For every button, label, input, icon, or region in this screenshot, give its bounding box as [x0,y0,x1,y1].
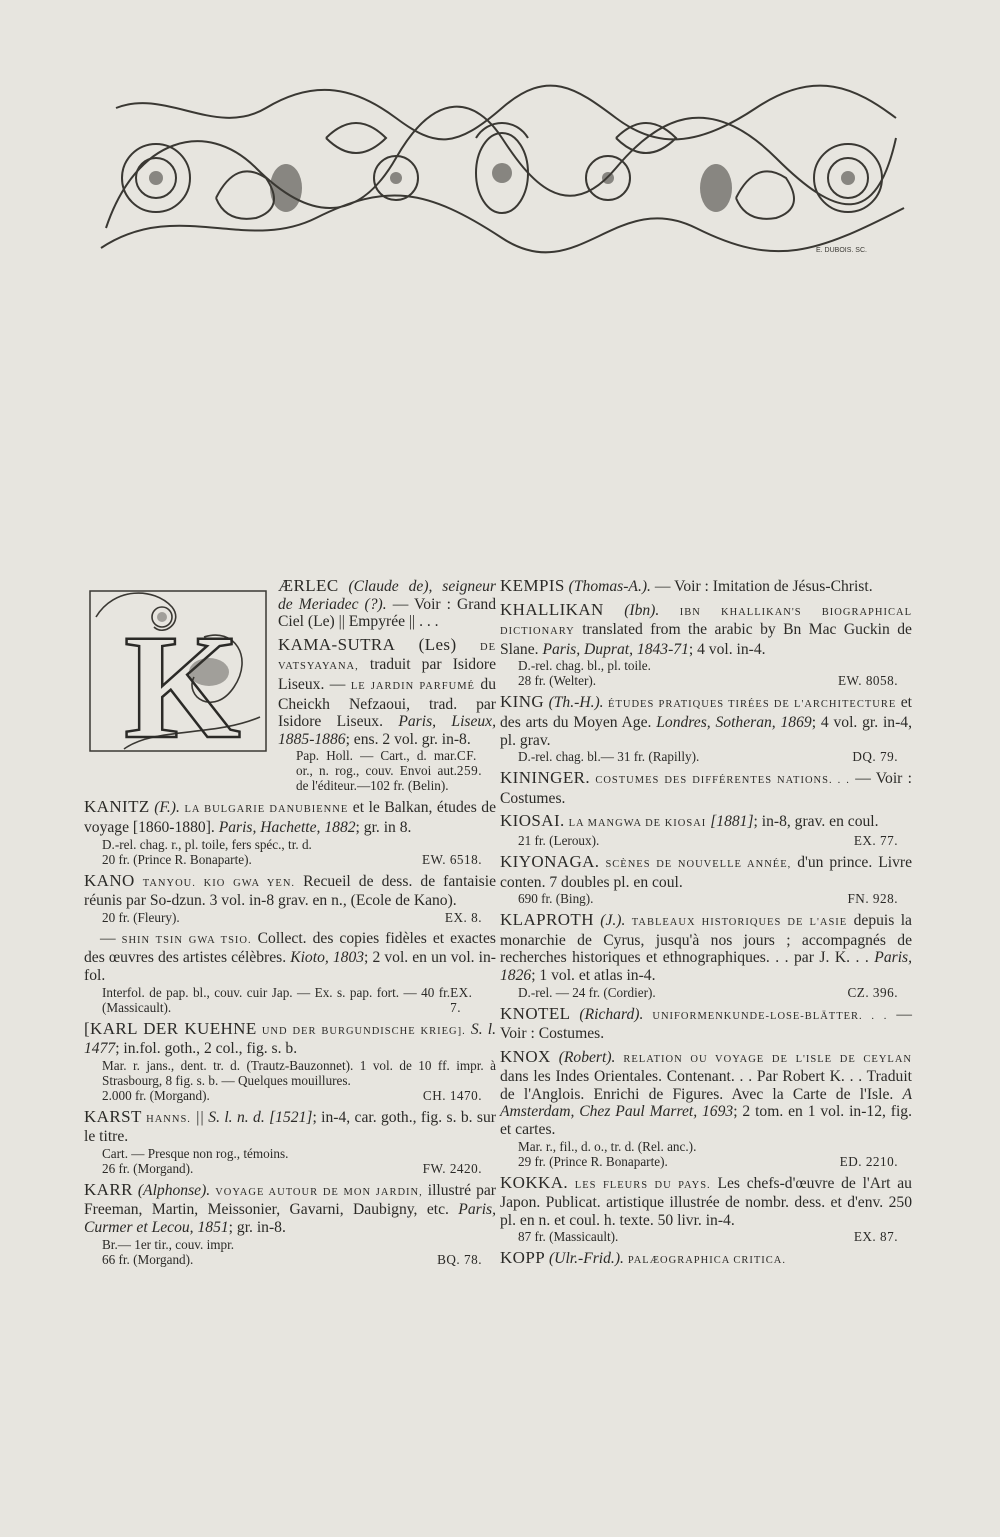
entry-note: Cart. — Presque non rog., témoins. [102,1145,289,1161]
price-line [278,748,496,793]
entry-text: ; gr. in 8. [355,818,412,836]
entry-author: (Robert). [558,1048,616,1066]
lot-code: ED. 2210. [839,1153,898,1169]
entry-imprint: S. l. 1477 [84,1020,496,1058]
entry-heading: KARST [84,1106,142,1126]
entry-price: D.-rel. — 24 fr. (Cordier). [518,984,656,1000]
entry-heading: KAMA-SUTRA (Les) [278,634,457,654]
entry-author: (Alphonse). [137,1181,211,1199]
price-line [500,749,912,764]
entry-shin-tsin [84,930,496,1015]
entry-king [500,693,912,764]
decorated-initial [84,577,272,759]
entry-title: LA BULGARIE DANUBIENNE [184,804,349,816]
entry-imprint: Kioto, 1803 [290,949,365,967]
price-line [84,852,496,867]
price-line [500,1154,912,1169]
entry-text: translated from the arabic by Bn Mac Guckin de Slane. [500,621,912,658]
price-line [84,1161,496,1176]
entry-text: ; gr. in-8. [228,1219,286,1237]
ornamental-headpiece [96,78,908,258]
entry-author: (Richard). [579,1005,644,1023]
lot-code: CZ. 396. [847,984,898,1000]
entry-heading: ÆRLEC [278,576,339,595]
entry-title: DE VATSYAYANA, [278,641,496,673]
entry-text: Les chefs-d'œuvre de l'Art au Japon. Publicat. artistique illustrée de nombr. dess. et d'env. 250 pl. en n. et coul. h. texte. 50 livr. in-4. [500,1174,912,1229]
entry-imprint: Paris, Duprat, 1843-71 [542,640,689,658]
entry-price: D.-rel. chag. bl.— 31 fr. (Rapilly). [518,749,700,765]
price-line [84,910,496,925]
entry-text: ; in.fol. goth., 2 col., fig. s. b. [115,1040,298,1058]
entry-kokka [500,1174,912,1245]
lot-code: FN. 928. [847,891,898,907]
entry-knotel [500,1005,912,1043]
entry-author: (F.). [154,799,180,817]
entry-price: 28 fr. (Welter). [518,673,597,689]
lot-code: CH. 1470. [422,1087,482,1103]
entry-heading: KIYONAGA. [500,851,600,871]
entry-imprint: Londres, Sotheran, 1869 [656,713,812,731]
lot-code: DQ. 79. [852,749,898,765]
lot-code: EX. 8. [444,909,482,925]
entry-heading: KININGER. [500,768,591,788]
entry-price: 29 fr. (Prince R. Bonaparte). [518,1153,668,1169]
entry-note: D.-rel. chag. bl., pl. toile. [518,658,651,674]
entry-kempis [500,577,912,596]
entry-kanitz [84,798,496,866]
entry-text: ; 4 vol. in-4. [688,640,766,658]
price-line [500,1229,912,1244]
entry-text: traduit par Isidore Liseux. — [278,656,497,693]
entry-author: (Th.-H.). [548,694,604,712]
entry-text: — Voir : Imitation de Jésus-Christ. [654,578,873,595]
entry-author: (J.). [600,912,626,930]
lot-code: BQ. 78. [437,1251,482,1267]
entry-note: Mar. r. jans., dent. tr. d. (Trautz-Bauzonnet). 1 vol. de 10 ff. impr. à Strasbourg, 8 fig. s. b. — Quelques mouillures. [102,1057,496,1088]
entry-karr [84,1181,496,1267]
entry-heading: KNOX [500,1046,551,1066]
entry-imprint: Paris, 1826 [500,949,912,984]
headpiece-engraving [96,78,908,258]
entry-note: Pap. Holl. — Cart., d. mar. or., n. rog., couv. Envoi aut. de l'éditeur.—102 fr. (Belin). [296,748,457,794]
entry-kiyonaga [500,853,912,906]
entry-price: 690 fr. (Bing). [518,891,594,907]
entry-text: ; 1 vol. et atlas in-4. [531,966,656,984]
entry-title: IBN KHALLIKAN'S BIOGRAPHICAL DICTIONARY [500,606,912,638]
entry-title: LA MANGWA DE KIOSAI [568,818,707,830]
entry-heading: KOPP [500,1248,546,1268]
lot-code: FW. 2420. [422,1160,482,1176]
entry-text: — Voir : Costumes. [500,770,912,807]
entry-title: SHIN TSIN GWA TSIO. [121,934,252,946]
entry-text: et le Balkan, études de voyage [1860-1880]. [84,799,497,836]
left-column [84,577,496,1272]
entry-title: LE JARDIN PARFUMÉ [350,680,475,692]
entry-kopp [500,1249,912,1270]
entry-price: 87 fr. (Massicault). [518,1229,619,1245]
lot-code: EW. 8058. [837,673,898,689]
entry-text: — Voir : Grand Ciel (Le) || Empyrée || . . . [278,595,496,631]
lot-code: EX. 77. [853,832,898,848]
price-line [500,833,912,848]
entry-title: LES FLEURS DU PAYS. [574,1179,711,1191]
price-line [84,1252,496,1267]
entry-price: 66 fr. (Morgand). [102,1251,194,1267]
entry-heading: KHALLIKAN [500,599,604,619]
entry-note: Mar. r., fil., d. o., tr. d. (Rel. anc.). [518,1138,697,1154]
entry-note: Br.— 1er tir., couv. impr. [102,1236,235,1252]
entry-text: ; in-8, grav. en coul. [753,813,879,831]
entry-price: 26 fr. (Morgand). [102,1160,194,1176]
entry-karl [84,1020,496,1103]
entry-title: RELATION OU VOYAGE DE L'ISLE DE CEYLAN [623,1053,912,1065]
entry-heading: KING [500,692,545,712]
right-column [500,577,912,1275]
price-line [500,673,912,688]
entry-text: ; 2 tom. en 1 vol. in-12, fig. et cartes. [500,1103,912,1139]
entry-imprint: Paris, Curmer et Lecou, 1851 [84,1201,496,1237]
entry-kano [84,872,496,925]
entry-price: 20 fr. (Prince R. Bonaparte). [102,851,252,867]
entry-title: VOYAGE AUTOUR DE MON JARDIN, [215,1186,423,1198]
entry-heading: KNOTEL [500,1003,571,1023]
entry-price: 2.000 fr. (Morgand). [102,1087,210,1103]
lot-code: EX. 87. [853,1229,898,1245]
entry-price: 21 fr. (Leroux). [518,832,600,848]
entry-heading: KIOSAI. [500,811,565,831]
entry-note: Interfol. de pap. bl., couv. cuir Jap. — Ex. s. pap. fort. — 40 fr. (Massicault). [102,984,451,1015]
initial-k-ornament [84,577,272,759]
entry-imprint: || S. l. n. d. [1521] [195,1108,313,1126]
entry-text: ; 4 vol. gr. in-4, pl. grav. [500,713,912,749]
entry-text: — Voir : Costumes. [500,1005,912,1043]
entry-text: ; in-4, car. goth., fig. s. b. sur le titre. [84,1108,496,1146]
entry-klaproth [500,911,912,999]
entry-title: ÉTUDES PRATIQUES TIRÉES DE L'ARCHITECTURE [608,699,897,711]
price-line [84,1088,496,1103]
entry-author: (Claude de), seigneur de Meriadec (?). [278,578,497,613]
entry-title: UND DER BURGUNDISCHE KRIEG]. [261,1025,466,1037]
entry-imprint: A Amsterdam, Chez Paul Marret, 1693 [500,1085,912,1121]
entry-heading: KOKKA. [500,1172,569,1192]
entry-heading: KLAPROTH [500,910,594,930]
entry-author: (Ulr.-Frid.). [548,1250,624,1268]
entry-heading: KARR [84,1179,133,1199]
entry-text: et des arts du Moyen Age. [500,694,912,731]
entry-text: ; ens. 2 vol. gr. in-8. [345,730,471,748]
entry-kiosai [500,812,912,848]
entry-text: Recueil de dess. de fantaisie réunis par So-dzun. 3 vol. in-8 grav. en n., (Ecole de Kano). [84,872,496,910]
entry-price: 20 fr. (Fleury). [102,909,180,925]
entry-kininger [500,769,912,807]
entry-text: Collect. des copies fidèles et exactes des œuvres des artistes célèbres. [84,929,496,967]
entry-khallikan [500,601,912,689]
entry-text: d'un prince. Livre conten. 7 doubles pl. en coul. [500,853,912,891]
price-line [500,891,912,906]
entry-imprint: Paris, Hachette, 1882 [218,818,356,836]
entry-text: du Cheickh Nefzaoui, trad. par Isidore Liseux. [278,675,497,731]
entry-karst [84,1108,496,1176]
entry-title: TABLEAUX HISTORIQUES DE L'ASIE [631,917,848,929]
entry-heading: KANO [84,870,135,890]
entry-imprint: Paris, Liseux, 1885-1886 [278,713,497,748]
engraver-signature: E. DUBOIS. SC. [816,247,867,254]
price-line [84,985,496,1015]
initial-letter: K [124,604,241,759]
entry-text: dans les Indes Orientales. Contenant. . . Par Robert K. . . Traduit de l'Anglois. Enrichi de Figures. Avec la Carte de l'Isle. [500,1068,912,1103]
entry-heading: KEMPIS [500,576,565,595]
entry-text: illustré par Freeman, Martin, Meissonier, Gavarni, Daubigny, etc. [84,1181,496,1219]
lot-code: EX. 7. [450,984,473,1015]
lot-code: EW. 6518. [421,851,482,867]
entry-title: HANNS. [146,1113,191,1125]
entry-heading: [KARL DER KUEHNE [84,1018,257,1038]
lot-code: CF. 259. [456,748,482,779]
entry-title: TANYOU. KIO GWA YEN. [142,877,296,889]
entry-heading: KANITZ [84,797,150,817]
entry-note: D.-rel. chag. r., pl. toile, fers spéc., tr. d. [102,836,312,852]
entry-title: COSTUMES DES DIFFÉRENTES NATIONS. . . [595,775,850,787]
entry-title: SCÈNES DE NOUVELLE ANNÉE, [605,858,792,870]
price-line [500,985,912,1000]
entry-author: (Ibn). [624,601,660,619]
entry-knox [500,1048,912,1169]
entry-prefix: — [100,929,116,947]
entry-author: (Thomas-A.). [568,578,651,595]
entry-title: PALÆOGRAPHICA CRITICA. [627,1255,786,1267]
entry-imprint: [1881] [710,813,754,831]
entry-text: depuis la monarchie de Cyrus, jusqu'à nos jours ; accompagnés de recherches historiques et ethnographiques. . . par J. K. . . [500,912,912,967]
entry-text: ; 2 vol. en un vol. in-fol. [84,949,496,984]
entry-title: UNIFORMENKUNDE-LOSE-BLÄTTER. . . [652,1010,888,1022]
